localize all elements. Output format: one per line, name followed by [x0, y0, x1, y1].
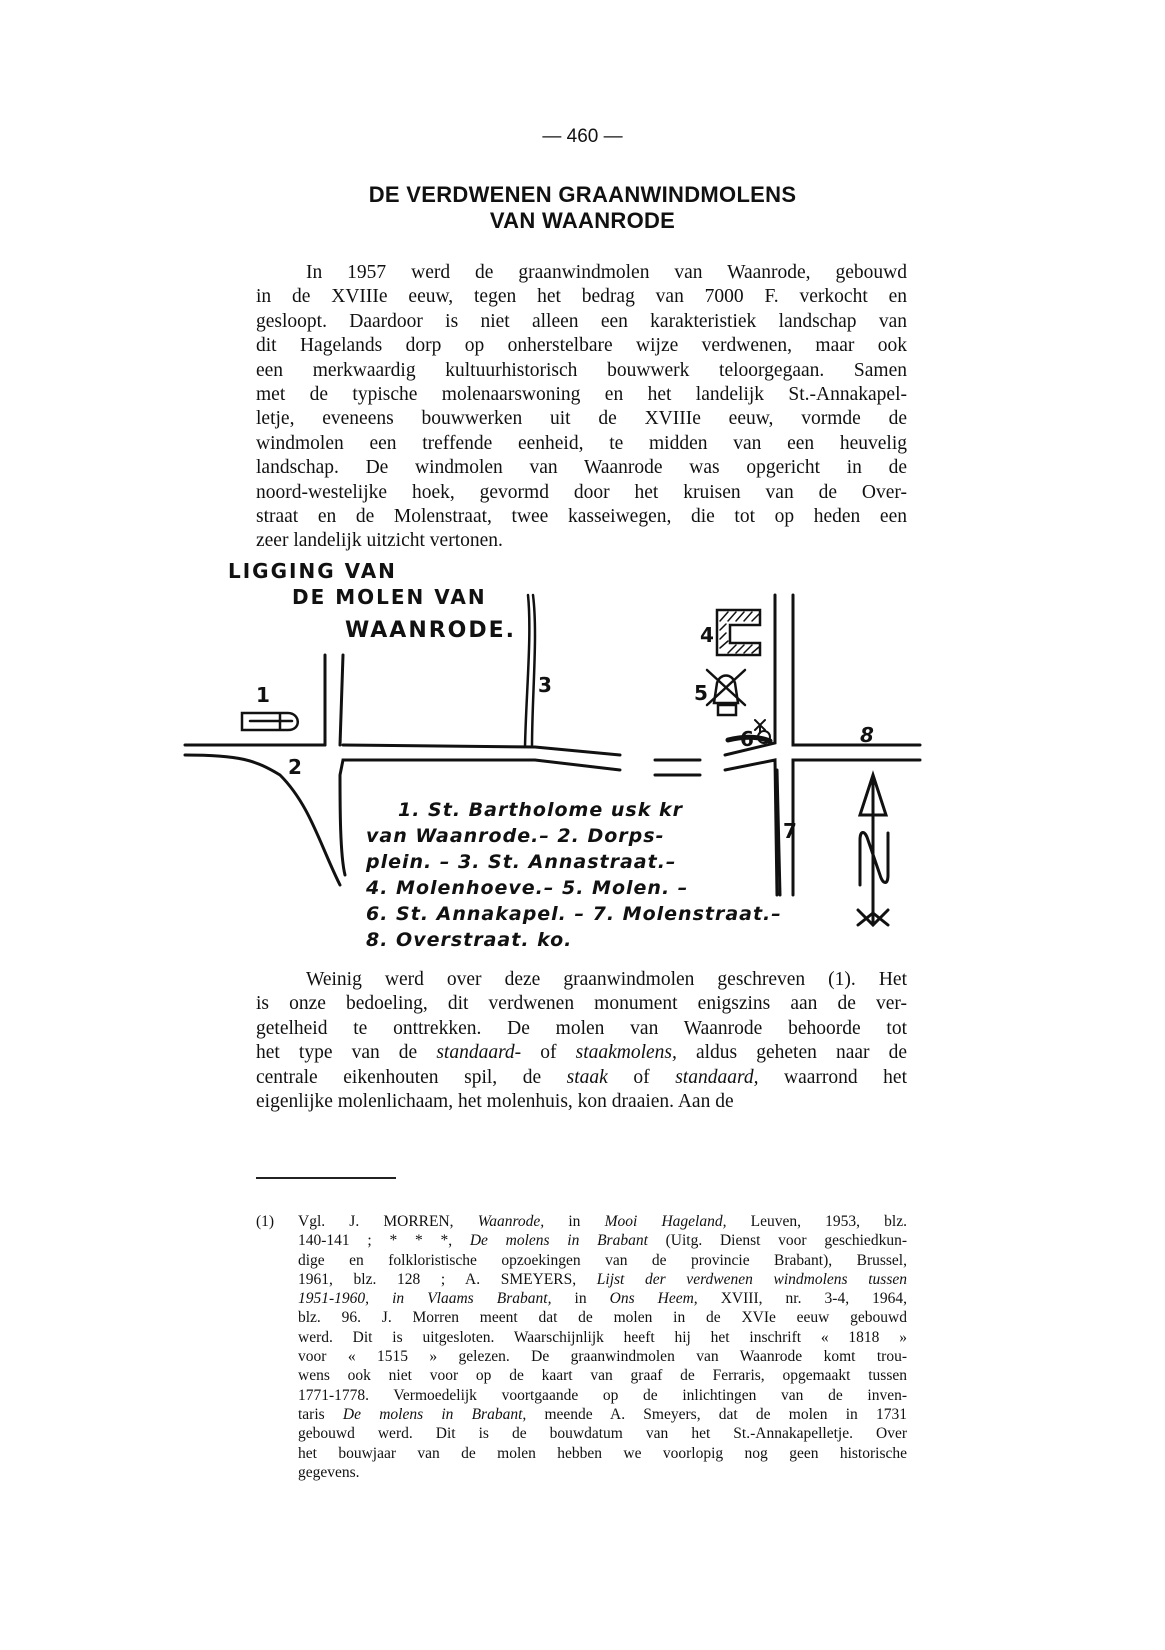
text-segment: eigenlijke molenlichaam, het molenhuis, kon draaien. Aan de: [256, 1090, 734, 1112]
text-segment: taris: [298, 1405, 343, 1423]
text-segment: is onze bedoeling, dit verdwenen monument enigszins aan de ver-: [256, 993, 907, 1015]
text-segment: aldus geheten naar de: [676, 1042, 907, 1064]
map-legend-line: 8. Overstraat. ko.: [366, 929, 573, 951]
text-segment: Leuven, 1953, blz.: [726, 1213, 907, 1230]
text-line: [298, 1251, 907, 1270]
text-segment: blz. 96. J. Morren meent dat de molen in de XVIe eeuw gebouwd: [298, 1309, 907, 1327]
map-legend-line: 1. St. Bartholome usk kr: [398, 799, 683, 821]
text-line: met de typische molenaarswoning en het landelijk St.-Annakapel-: [256, 383, 907, 405]
footnote-divider: [256, 1177, 396, 1179]
text-segment: centrale eikenhouten spil, de: [256, 1066, 567, 1088]
map-label-3: 3: [538, 673, 552, 697]
map-legend-line: 4. Molenhoeve.– 5. Molen. –: [366, 877, 689, 899]
text-line: [256, 992, 907, 1016]
text-segment: Weinig werd over deze graanwindmolen geschreven (1). Het: [306, 969, 907, 990]
italic-text: standaard-: [436, 1042, 522, 1064]
text-line: [256, 1017, 907, 1041]
map-label-7: 7: [783, 819, 797, 843]
text-line: [298, 1308, 907, 1327]
text-segment: dige en folkloristische opzoekingen van de provincie Brabant), Brussel,: [298, 1251, 907, 1269]
windmill-symbol: [707, 670, 745, 715]
text-line: [298, 1289, 907, 1308]
text-line: In 1957 werd de graanwindmolen van Waanrode, gebouwd: [306, 262, 907, 283]
text-line: [298, 1386, 907, 1405]
text-line: [256, 968, 907, 992]
article-title: [0, 182, 1165, 234]
map-title-line: DE MOLEN VAN: [292, 585, 487, 609]
italic-text: De molens in Brabant,: [342, 1405, 527, 1423]
text-segment: Vgl. J. MORREN,: [298, 1213, 478, 1230]
text-line: [256, 1041, 907, 1065]
text-line: [298, 1270, 907, 1289]
map-label-1: 1: [256, 683, 270, 707]
text-segment: in: [544, 1213, 605, 1230]
text-segment: wens ook niet voor op de kaart van graaf de Ferraris, opgemaakt tussen: [298, 1367, 907, 1385]
text-segment: of: [521, 1042, 576, 1064]
text-segment: 1771-1778. Vermoedelijk voortgaande op de inlichtingen van de inven-: [298, 1386, 907, 1404]
text-line: [298, 1328, 907, 1347]
map-title-line: WAANRODE.: [345, 618, 517, 643]
text-line: [256, 1066, 907, 1090]
italic-text: 1951-1960, in Vlaams Brabant,: [298, 1290, 552, 1308]
map-legend-line: 6. St. Annakapel. – 7. Molenstraat.–: [366, 903, 782, 925]
footnote-mark: (1): [256, 1213, 275, 1230]
text-segment: werd. Dit is uitgesloten. Waarschijnlijk heeft hij het inschrift « 1818 »: [298, 1328, 907, 1346]
italic-text: Ons Heem,: [609, 1290, 698, 1308]
text-segment: het type van de: [256, 1042, 437, 1064]
text-line: [298, 1424, 907, 1443]
text-segment: gegevens.: [298, 1463, 360, 1481]
text-segment: het bouwjaar van de molen hebben we voorlopig nog geen historische: [298, 1444, 907, 1462]
text-line: landschap. De windmolen van Waanrode was opgericht in de: [256, 457, 907, 479]
text-line: [298, 1463, 907, 1482]
intro-paragraph: [256, 261, 907, 554]
molenhoeve-hatch: [720, 612, 759, 653]
road-annastraat: [525, 595, 535, 747]
location-map: [180, 555, 980, 995]
body-paragraph: [256, 968, 907, 1114]
road-dorpsplein-edge: [325, 655, 343, 745]
text-line: noord-westelijke hoek, gevormd door het kruisen van de Over-: [256, 481, 907, 503]
text-line: in de XVIIIe eeuw, tegen het bedrag van 7000 F. verkocht en: [256, 286, 907, 308]
map-legend-line: plein. – 3. St. Annastraat.–: [366, 851, 677, 873]
map-legend-line: van Waanrode.– 2. Dorps-: [366, 825, 665, 847]
text-line: letje, eveneens bouwwerken uit de XVIIIe eeuw, vormde de: [256, 408, 907, 430]
italic-text: standaard,: [675, 1066, 759, 1088]
road-molenstraat: [793, 595, 920, 895]
text-segment: of: [607, 1066, 676, 1088]
text-line: gesloopt. Daardoor is niet alleen een karakteristiek landschap van: [256, 310, 907, 332]
map-label-4: 4: [700, 623, 714, 647]
map-label-6: 6: [740, 727, 754, 751]
text-segment: in: [551, 1290, 610, 1308]
footnote-body: [298, 1212, 907, 1482]
text-line: windmolen een treffende eenheid, te midden van een heuvelig: [256, 432, 907, 454]
text-line: [298, 1212, 907, 1231]
italic-text: Mooi Hageland,: [604, 1213, 727, 1230]
italic-text: Waanrode,: [477, 1213, 545, 1230]
map-label-5: 5: [694, 681, 708, 705]
text-line: [298, 1231, 907, 1250]
title-line: DE VERDWENEN GRAANWINDMOLENS: [368, 182, 797, 207]
map-label-2: 2: [288, 755, 302, 779]
text-line: [298, 1366, 907, 1385]
title-line: VAN WAANRODE: [489, 208, 676, 233]
text-segment: getelheid te onttrekken. De molen van Waanrode behoorde tot: [256, 1017, 907, 1039]
text-segment: voor « 1515 » gelezen. De graanwindmolen van Waanrode komt trou-: [298, 1348, 907, 1366]
page-number: — 460 —: [542, 126, 623, 147]
italic-text: staakmolens,: [575, 1042, 677, 1064]
text-segment: (Uitg. Dienst voor geschiedkun-: [647, 1232, 907, 1250]
italic-text: De molens in Brabant: [469, 1232, 648, 1250]
text-segment: 1961, blz. 128 ; A. SMEYERS,: [298, 1270, 597, 1288]
text-line: [298, 1347, 907, 1366]
text-segment: waarrond het: [758, 1066, 908, 1088]
italic-text: staak: [566, 1066, 608, 1088]
map-label-8: 8: [860, 723, 874, 747]
text-line: straat en de Molenstraat, twee kasseiwegen, die tot op heden een: [256, 505, 907, 527]
map-title-line: LIGGING VAN: [228, 559, 397, 583]
text-line: een merkwaardig kultuurhistorisch bouwwerk teloorgegaan. Samen: [256, 359, 907, 381]
text-line: [256, 1090, 907, 1114]
text-segment: 140-141 ; * * *,: [298, 1232, 470, 1250]
italic-text: Lijst der verdwenen windmolens tussen: [596, 1270, 907, 1288]
text-segment: meende A. Smeyers, dat de molen in 1731: [526, 1405, 907, 1423]
text-line: [298, 1444, 907, 1463]
church-symbol: [242, 713, 298, 730]
text-segment: XVIII, nr. 3-4, 1964,: [697, 1290, 908, 1308]
text-line: zeer landelijk uitzicht vertonen.: [256, 530, 503, 552]
text-line: dit Hagelands dorp op onherstelbare wijze verdwenen, maar ook: [256, 335, 907, 357]
text-segment: gebouwd werd. Dit is de bouwdatum van het St.-Annakapelletje. Over: [298, 1425, 907, 1443]
text-line: [298, 1405, 907, 1424]
